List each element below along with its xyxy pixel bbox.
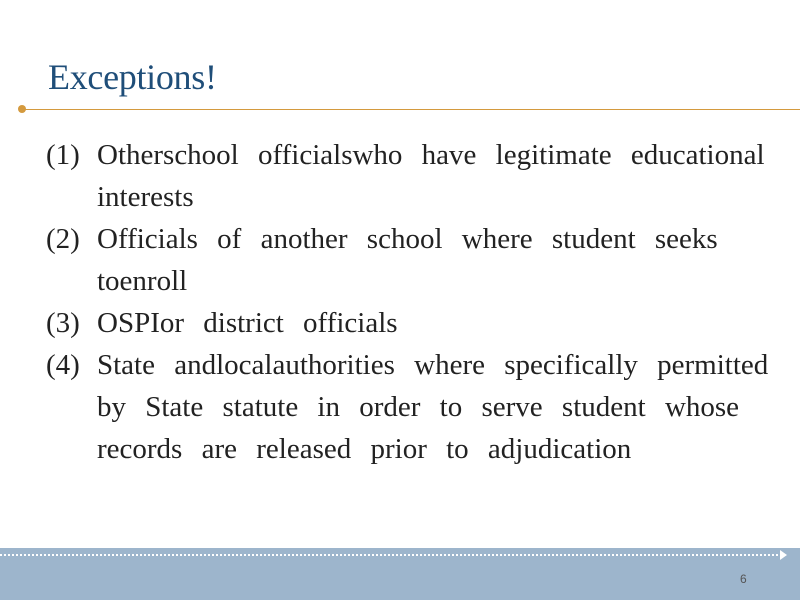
list-item xyxy=(46,218,786,302)
list-item xyxy=(46,344,786,470)
footer-arrow-icon xyxy=(780,550,787,560)
list-item-number: (3) xyxy=(46,307,80,339)
list-item-number: (4) xyxy=(46,349,80,381)
page-number: 6 xyxy=(740,572,747,586)
exceptions-list xyxy=(46,134,786,470)
list-item-text: Officials of another school where student seeks toenroll xyxy=(97,223,718,297)
footer-dotted-line xyxy=(0,554,782,556)
list-item-number: (1) xyxy=(46,139,80,171)
list-item-number: (2) xyxy=(46,223,80,255)
list-item-text: State andlocalauthorities where specifically permitted by State statute in order to serve student whose records are released prior to adjudication xyxy=(97,349,769,465)
list-item-text: OSPIor district officials xyxy=(97,307,398,339)
title-rule xyxy=(22,109,800,110)
slide-title: Exceptions! xyxy=(48,57,217,97)
list-item xyxy=(46,134,786,218)
list-item-text: Otherschool officialswho have legitimate educational interests xyxy=(97,139,765,213)
list-item xyxy=(46,302,786,344)
